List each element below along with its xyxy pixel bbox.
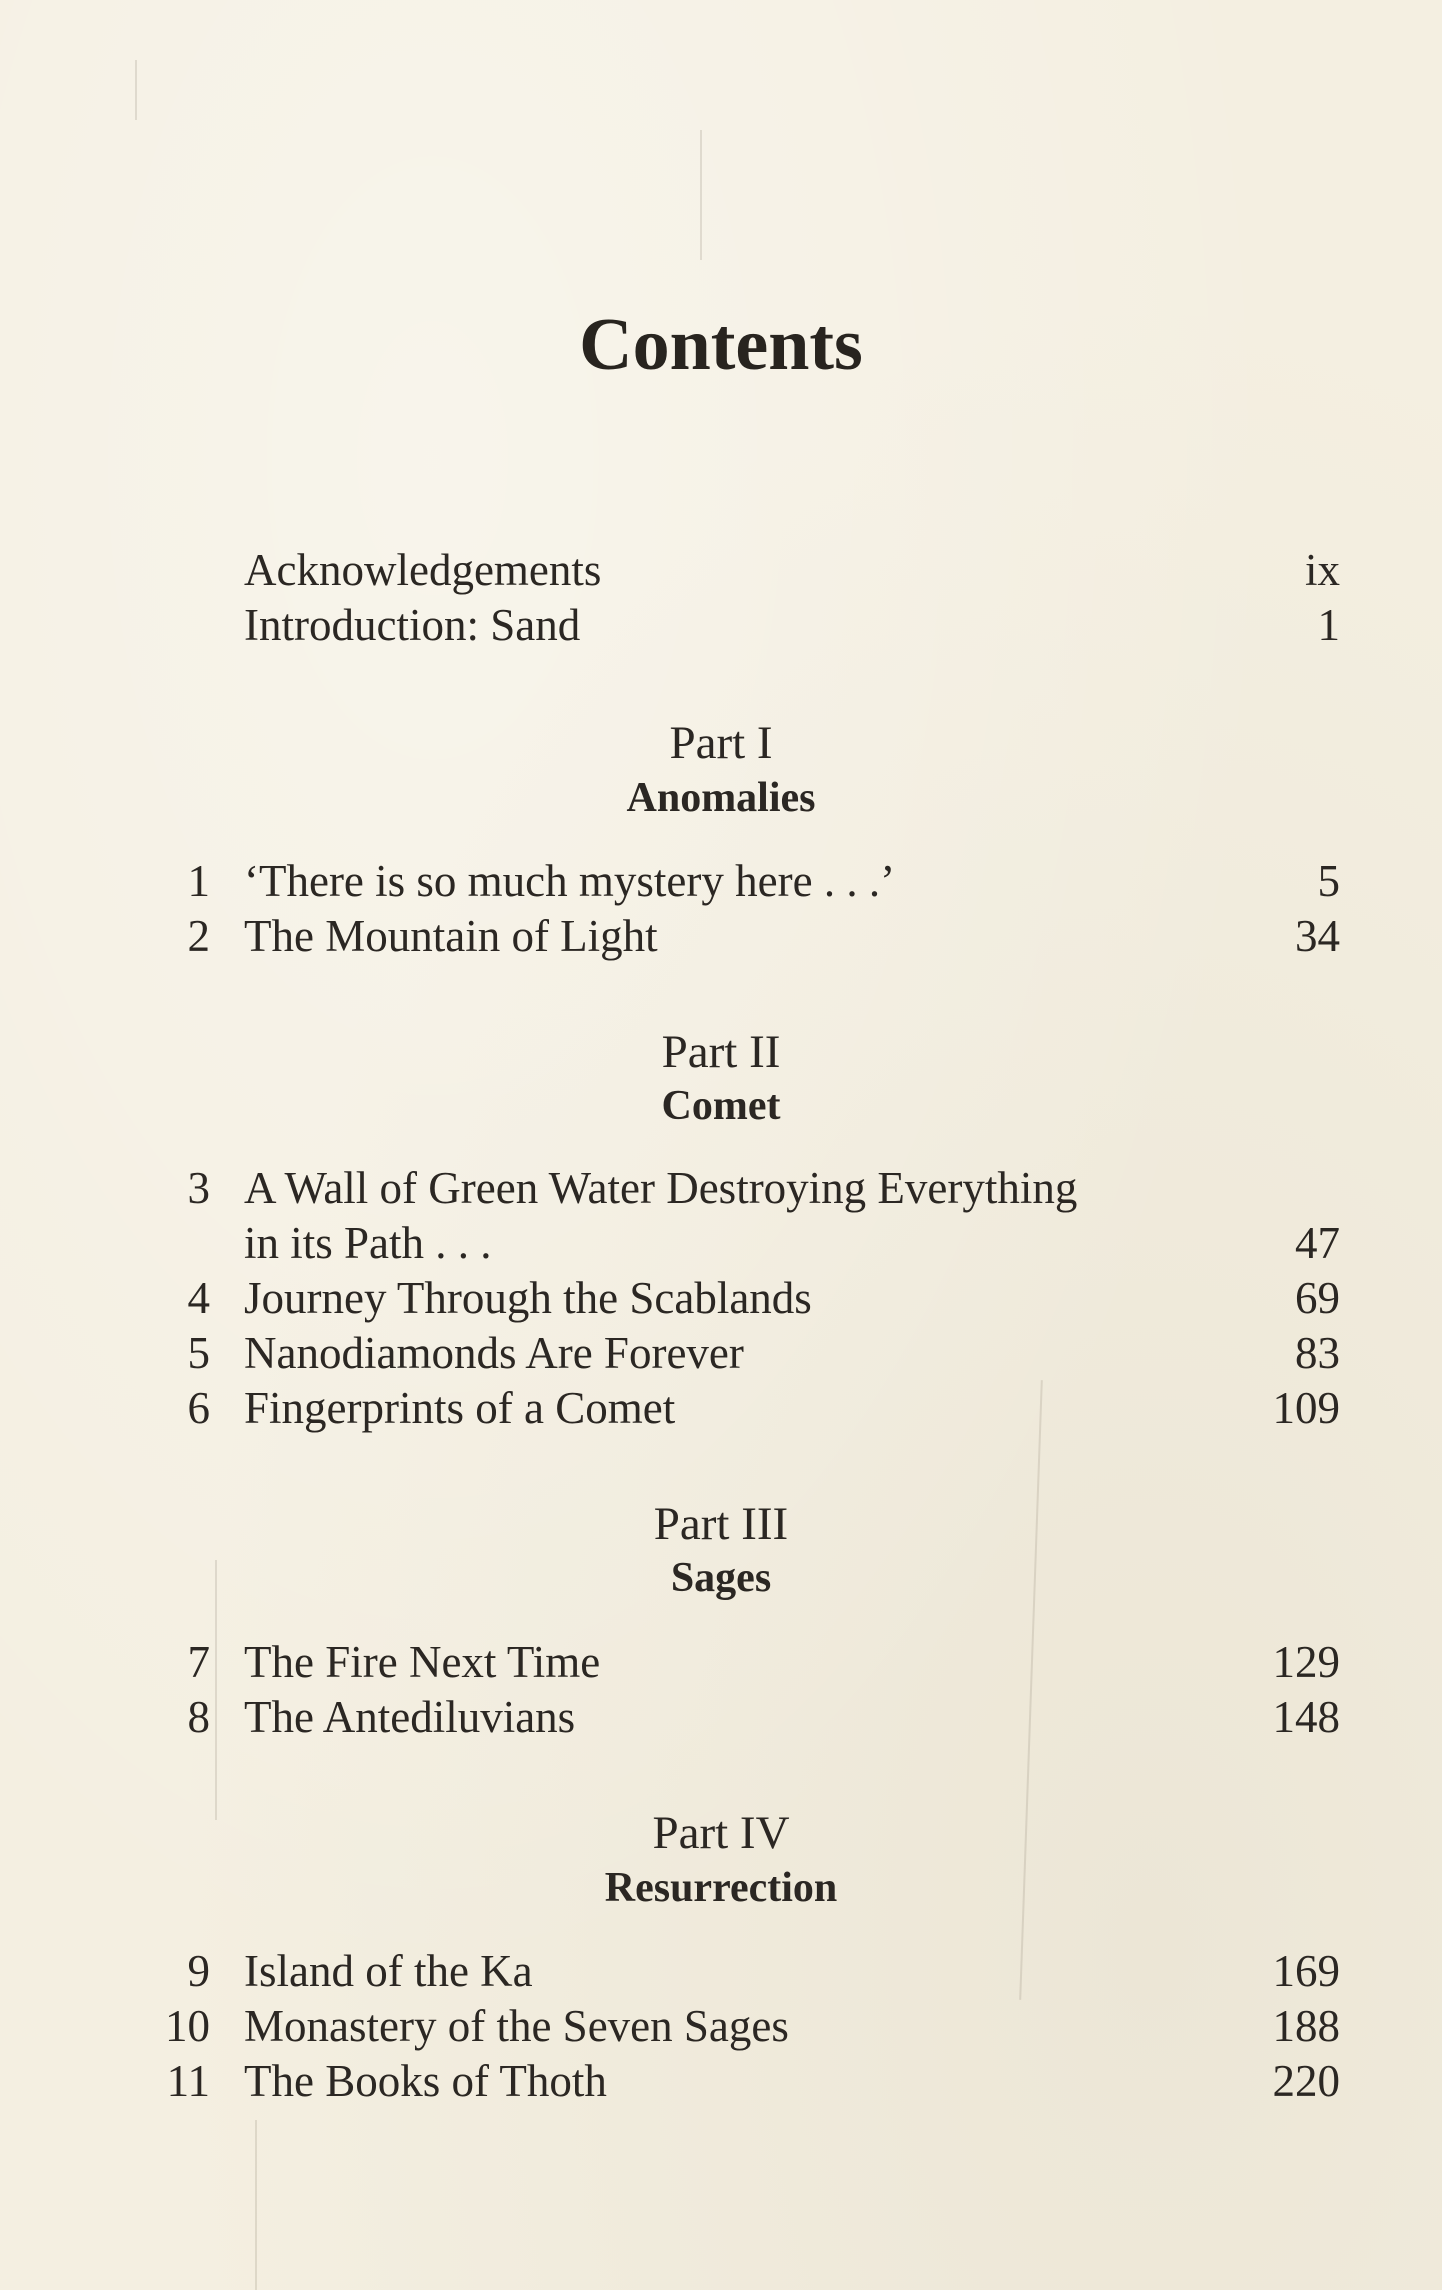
toc-chapter (0, 1160, 1442, 1216)
chapter-title: ‘There is so much mystery here . . .’ (244, 856, 896, 906)
part-label: Part III (653, 1498, 789, 1550)
part-label: Part I (669, 717, 773, 769)
toc-chapter (0, 853, 1442, 909)
chapter-number: 9 (187, 1946, 210, 1996)
chapter-number: 5 (187, 1328, 210, 1378)
chapter-title: The Fire Next Time (244, 1637, 601, 1687)
toc-chapter (0, 908, 1442, 964)
chapter-title-continuation: in its Path . . . (244, 1218, 492, 1268)
chapter-page: 148 (1272, 1692, 1340, 1742)
chapter-number: 6 (187, 1383, 210, 1433)
page-crease (255, 2120, 257, 2290)
chapter-number: 7 (187, 1637, 210, 1687)
chapter-page: 47 (1295, 1218, 1340, 1268)
chapter-number: 4 (187, 1273, 210, 1323)
part-label: Part IV (652, 1807, 790, 1859)
part-name: Resurrection (604, 1865, 838, 1911)
chapter-number: 10 (165, 2001, 210, 2051)
chapter-title: Nanodiamonds Are Forever (244, 1328, 744, 1378)
toc-chapter (0, 1998, 1442, 2054)
chapter-title: A Wall of Green Water Destroying Everything (244, 1163, 1078, 1213)
page-crease (700, 130, 702, 260)
part-name: Sages (670, 1555, 772, 1601)
toc-entry-page: ix (1304, 545, 1340, 595)
toc-chapter (0, 1634, 1442, 1690)
chapter-title: The Mountain of Light (244, 911, 658, 961)
toc-chapter-continuation (0, 1215, 1442, 1271)
chapter-number: 3 (187, 1163, 210, 1213)
chapter-number: 2 (187, 911, 210, 961)
chapter-page: 34 (1295, 911, 1340, 961)
chapter-title: Journey Through the Scablands (244, 1273, 812, 1323)
chapter-page: 109 (1272, 1383, 1340, 1433)
chapter-page: 188 (1272, 2001, 1340, 2051)
toc-chapter (0, 1943, 1442, 1999)
toc-entry-acknowledgements (0, 542, 1442, 598)
toc-entry-title: Introduction: Sand (244, 600, 581, 650)
chapter-page: 129 (1272, 1637, 1340, 1687)
toc-chapter (0, 1325, 1442, 1381)
toc-chapter (0, 1270, 1442, 1326)
toc-entry-page: 1 (1317, 600, 1340, 650)
chapter-page: 169 (1272, 1946, 1340, 1996)
chapter-page: 69 (1295, 1273, 1340, 1323)
chapter-title: The Antediluvians (244, 1692, 576, 1742)
chapter-number: 11 (166, 2056, 210, 2106)
chapter-title: The Books of Thoth (244, 2056, 607, 2106)
page-title: Contents (579, 304, 863, 386)
chapter-page: 5 (1317, 856, 1340, 906)
chapter-page: 83 (1295, 1328, 1340, 1378)
part-name: Comet (661, 1083, 781, 1129)
toc-chapter (0, 1689, 1442, 1745)
chapter-number: 1 (187, 856, 210, 906)
part-label: Part II (661, 1026, 781, 1078)
part-name: Anomalies (626, 775, 816, 821)
toc-entry-title: Acknowledgements (244, 545, 602, 595)
chapter-page: 220 (1272, 2056, 1340, 2106)
chapter-title: Island of the Ka (244, 1946, 533, 1996)
toc-chapter (0, 2053, 1442, 2109)
chapter-title: Fingerprints of a Comet (244, 1383, 676, 1433)
toc-entry-introduction (0, 597, 1442, 653)
page-crease (135, 60, 137, 120)
chapter-number: 8 (187, 1692, 210, 1742)
toc-chapter (0, 1380, 1442, 1436)
chapter-title: Monastery of the Seven Sages (244, 2001, 789, 2051)
